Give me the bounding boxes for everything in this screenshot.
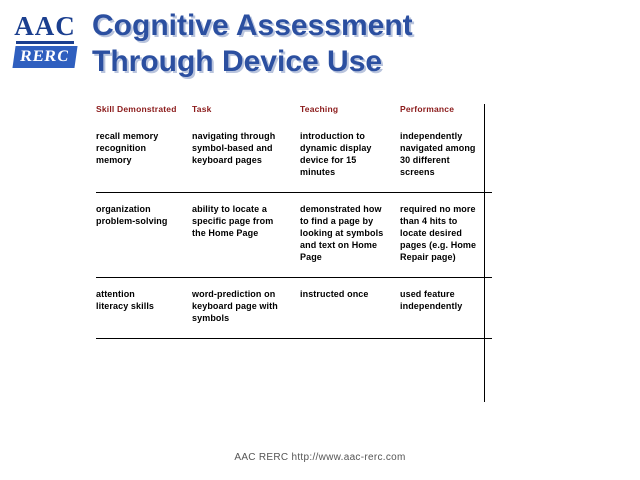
table-header-row (96, 104, 492, 120)
cell-line: specific page from (192, 216, 274, 226)
cell-line: Repair page) (400, 252, 456, 262)
cell-line: and text on Home (300, 240, 378, 250)
table-row (96, 193, 492, 278)
cell-line: looking at symbols (300, 228, 384, 238)
cell-teaching (300, 120, 400, 193)
aac-rerc-logo (14, 12, 76, 74)
column-header-task: Task (192, 104, 212, 114)
cell-skill (96, 193, 192, 278)
cell-line: keyboard page with (192, 301, 278, 311)
cell-line: demonstrated how (300, 204, 382, 214)
assessment-table (96, 104, 492, 339)
cell-line: minutes (300, 167, 336, 177)
cell-line: independently (400, 301, 463, 311)
column-header-performance: Performance (400, 104, 455, 114)
cell-line: pages (e.g. Home (400, 240, 477, 250)
cell-line: navigating through (192, 131, 276, 141)
logo-bottom-text: RERC (12, 46, 77, 68)
cell-performance (400, 278, 492, 339)
cell-line: the Home Page (192, 228, 259, 238)
cell-line: keyboard pages (192, 155, 262, 165)
cell-line: device for 15 (300, 155, 357, 165)
cell-line: required no more (400, 204, 476, 214)
cell-line: Page (300, 252, 322, 262)
cell-line: symbols (192, 313, 230, 323)
cell-line: 30 different (400, 155, 450, 165)
cell-line: to find a page by (300, 216, 374, 226)
cell-line: word-prediction on (192, 289, 276, 299)
cell-line: symbol-based and (192, 143, 273, 153)
table-vertical-divider (484, 104, 485, 402)
cell-line: problem-solving (96, 216, 168, 226)
cell-line: ability to locate a (192, 204, 267, 214)
cell-line: instructed once (300, 289, 369, 299)
page-title-line-1: Cognitive Assessment (92, 9, 413, 42)
footer-credit: AAC RERC http://www.aac-rerc.com (234, 452, 406, 463)
page-title (92, 8, 612, 80)
page-title-line-2: Through Device Use (92, 45, 383, 78)
cell-line: introduction to (300, 131, 365, 141)
cell-skill (96, 120, 192, 193)
cell-line: screens (400, 167, 435, 177)
cell-line: recognition (96, 143, 147, 153)
cell-teaching (300, 278, 400, 339)
cell-line: used feature (400, 289, 455, 299)
cell-line: attention (96, 289, 135, 299)
table-row (96, 120, 492, 193)
column-header-teaching: Teaching (300, 104, 339, 114)
assessment-table-container (96, 104, 596, 339)
cell-line: independently (400, 131, 463, 141)
cell-task (192, 278, 300, 339)
table-row (96, 278, 492, 339)
logo-top-text: AAC (14, 11, 76, 41)
cell-task (192, 193, 300, 278)
cell-line: memory (96, 155, 132, 165)
cell-teaching (300, 193, 400, 278)
cell-line: organization (96, 204, 151, 214)
cell-line: recall memory (96, 131, 159, 141)
column-header-skill: Skill Demonstrated (96, 104, 177, 114)
cell-line: literacy skills (96, 301, 155, 311)
cell-line: than 4 hits to (400, 216, 458, 226)
cell-task (192, 120, 300, 193)
cell-skill (96, 278, 192, 339)
cell-performance (400, 193, 492, 278)
cell-line: navigated among (400, 143, 476, 153)
logo-divider-bar (16, 41, 74, 44)
cell-line: dynamic display (300, 143, 372, 153)
cell-performance (400, 120, 492, 193)
cell-line: locate desired (400, 228, 462, 238)
table-body (96, 120, 492, 339)
table-header (96, 104, 492, 120)
